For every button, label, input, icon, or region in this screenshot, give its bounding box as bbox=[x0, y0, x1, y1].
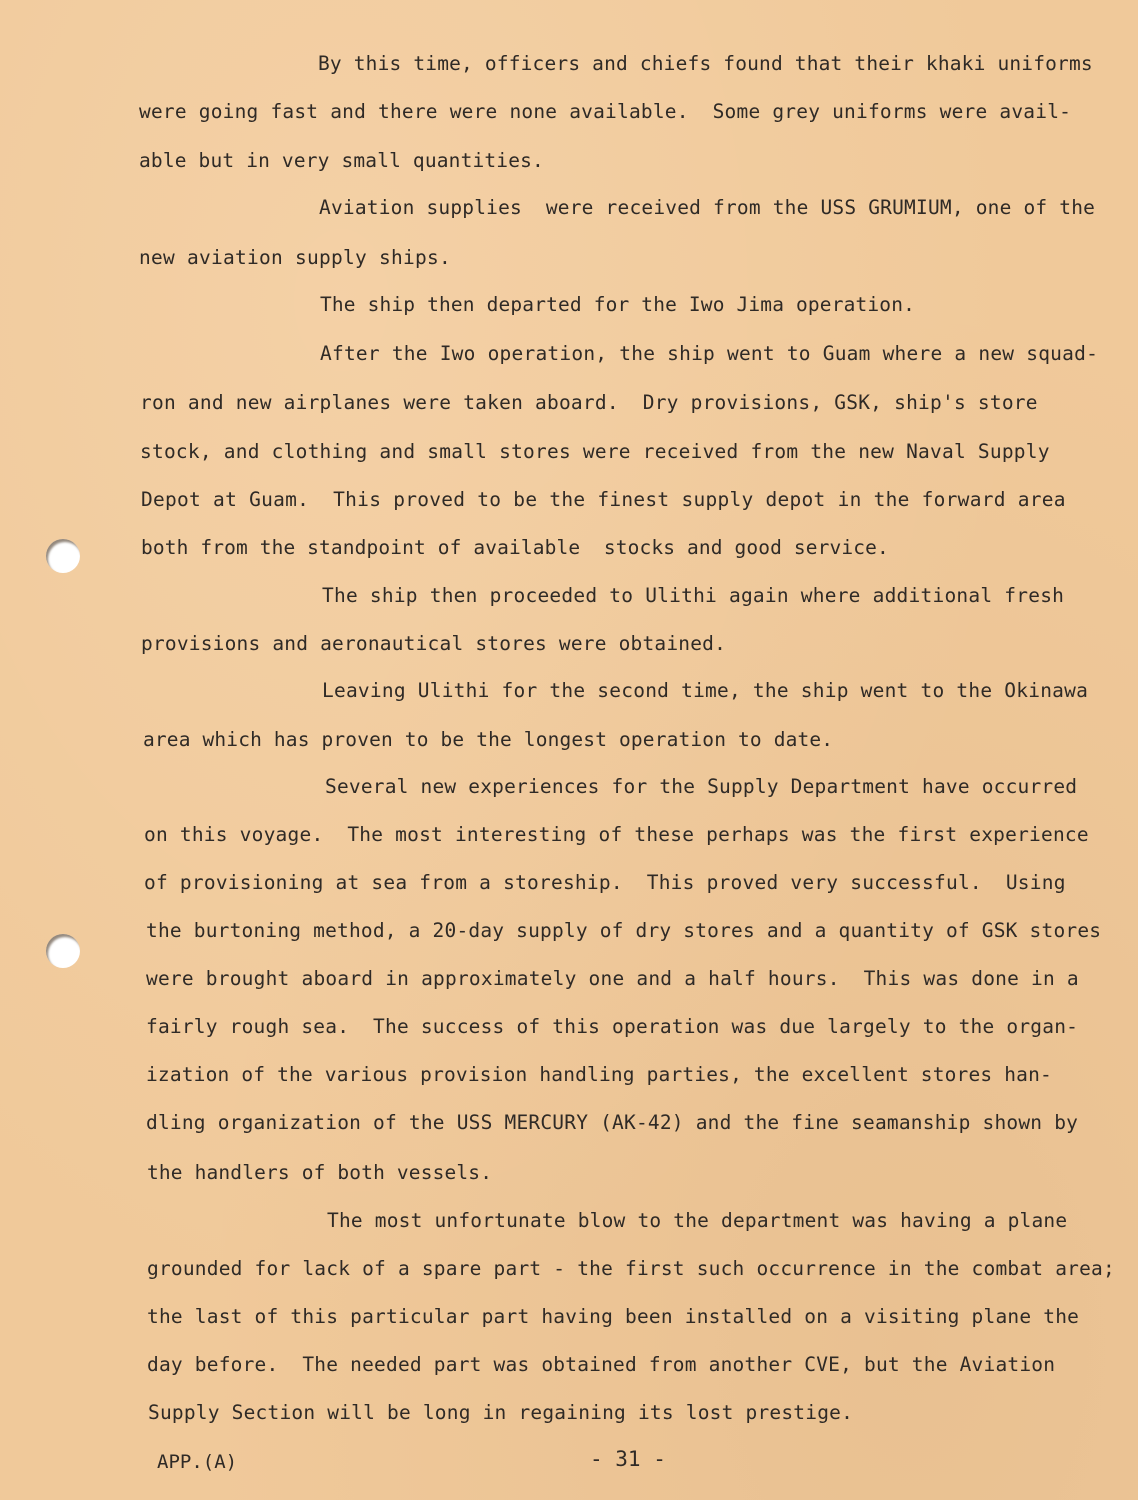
text-line: were brought aboard in approximately one and a half hours. This was done in a bbox=[146, 967, 1079, 990]
text-line: The ship then proceeded to Ulithi again where additional fresh bbox=[322, 584, 1065, 607]
text-line: Several new experiences for the Supply Department have occurred bbox=[325, 775, 1078, 798]
text-line: the last of this particular part having been installed on a visiting plane the bbox=[147, 1305, 1080, 1328]
page-number: - 31 - bbox=[590, 1447, 666, 1471]
text-line: the burtoning method, a 20-day supply of dry stores and a quantity of GSK stores bbox=[146, 919, 1102, 942]
text-line: ization of the various provision handling parties, the excellent stores han- bbox=[146, 1063, 1052, 1086]
text-line: Leaving Ulithi for the second time, the ship went to the Okinawa bbox=[322, 679, 1089, 702]
text-line: Depot at Guam. This proved to be the finest supply depot in the forward area bbox=[141, 488, 1066, 511]
text-line: stock, and clothing and small stores were received from the new Naval Supply bbox=[140, 440, 1050, 463]
text-line: Supply Section will be long in regaining its lost prestige. bbox=[148, 1401, 854, 1424]
text-line: new aviation supply ships. bbox=[139, 246, 451, 269]
text-line: on this voyage. The most interesting of these perhaps was the first experience bbox=[144, 823, 1089, 846]
text-line: Aviation supplies were received from the USS GRUMIUM, one of the bbox=[319, 196, 1096, 219]
text-line: of provisioning at sea from a storeship. This proved very successful. Using bbox=[144, 871, 1066, 894]
text-line: provisions and aeronautical stores were obtained. bbox=[141, 632, 727, 655]
text-line: The most unfortunate blow to the department was having a plane bbox=[327, 1209, 1068, 1232]
punch-hole-bottom bbox=[46, 934, 80, 968]
text-line: were going fast and there were none available. Some grey uniforms were avail- bbox=[139, 100, 1072, 123]
text-line: fairly rough sea. The success of this operation was due largely to the organ- bbox=[146, 1015, 1079, 1038]
text-line: grounded for lack of a spare part - the first such occurrence in the combat area; bbox=[147, 1257, 1115, 1280]
text-line: The ship then departed for the Iwo Jima operation. bbox=[320, 293, 915, 316]
text-line: day before. The needed part was obtained from another CVE, but the Aviation bbox=[147, 1353, 1056, 1376]
text-line: both from the standpoint of available stocks and good service. bbox=[141, 536, 889, 559]
text-line: dling organization of the USS MERCURY (AK-42) and the fine seamanship shown by bbox=[146, 1111, 1079, 1134]
text-line: able but in very small quantities. bbox=[139, 149, 544, 172]
text-line: ron and new airplanes were taken aboard. Dry provisions, GSK, ship's store bbox=[140, 391, 1038, 414]
text-line: the handlers of both vessels. bbox=[147, 1161, 493, 1184]
text-line: After the Iwo operation, the ship went to Guam where a new squad- bbox=[320, 342, 1099, 365]
punch-hole-top bbox=[46, 539, 80, 573]
appendix-label: APP.(A) bbox=[157, 1451, 238, 1473]
text-line: area which has proven to be the longest operation to date. bbox=[143, 728, 834, 751]
text-line: By this time, officers and chiefs found that their khaki uniforms bbox=[318, 52, 1093, 75]
